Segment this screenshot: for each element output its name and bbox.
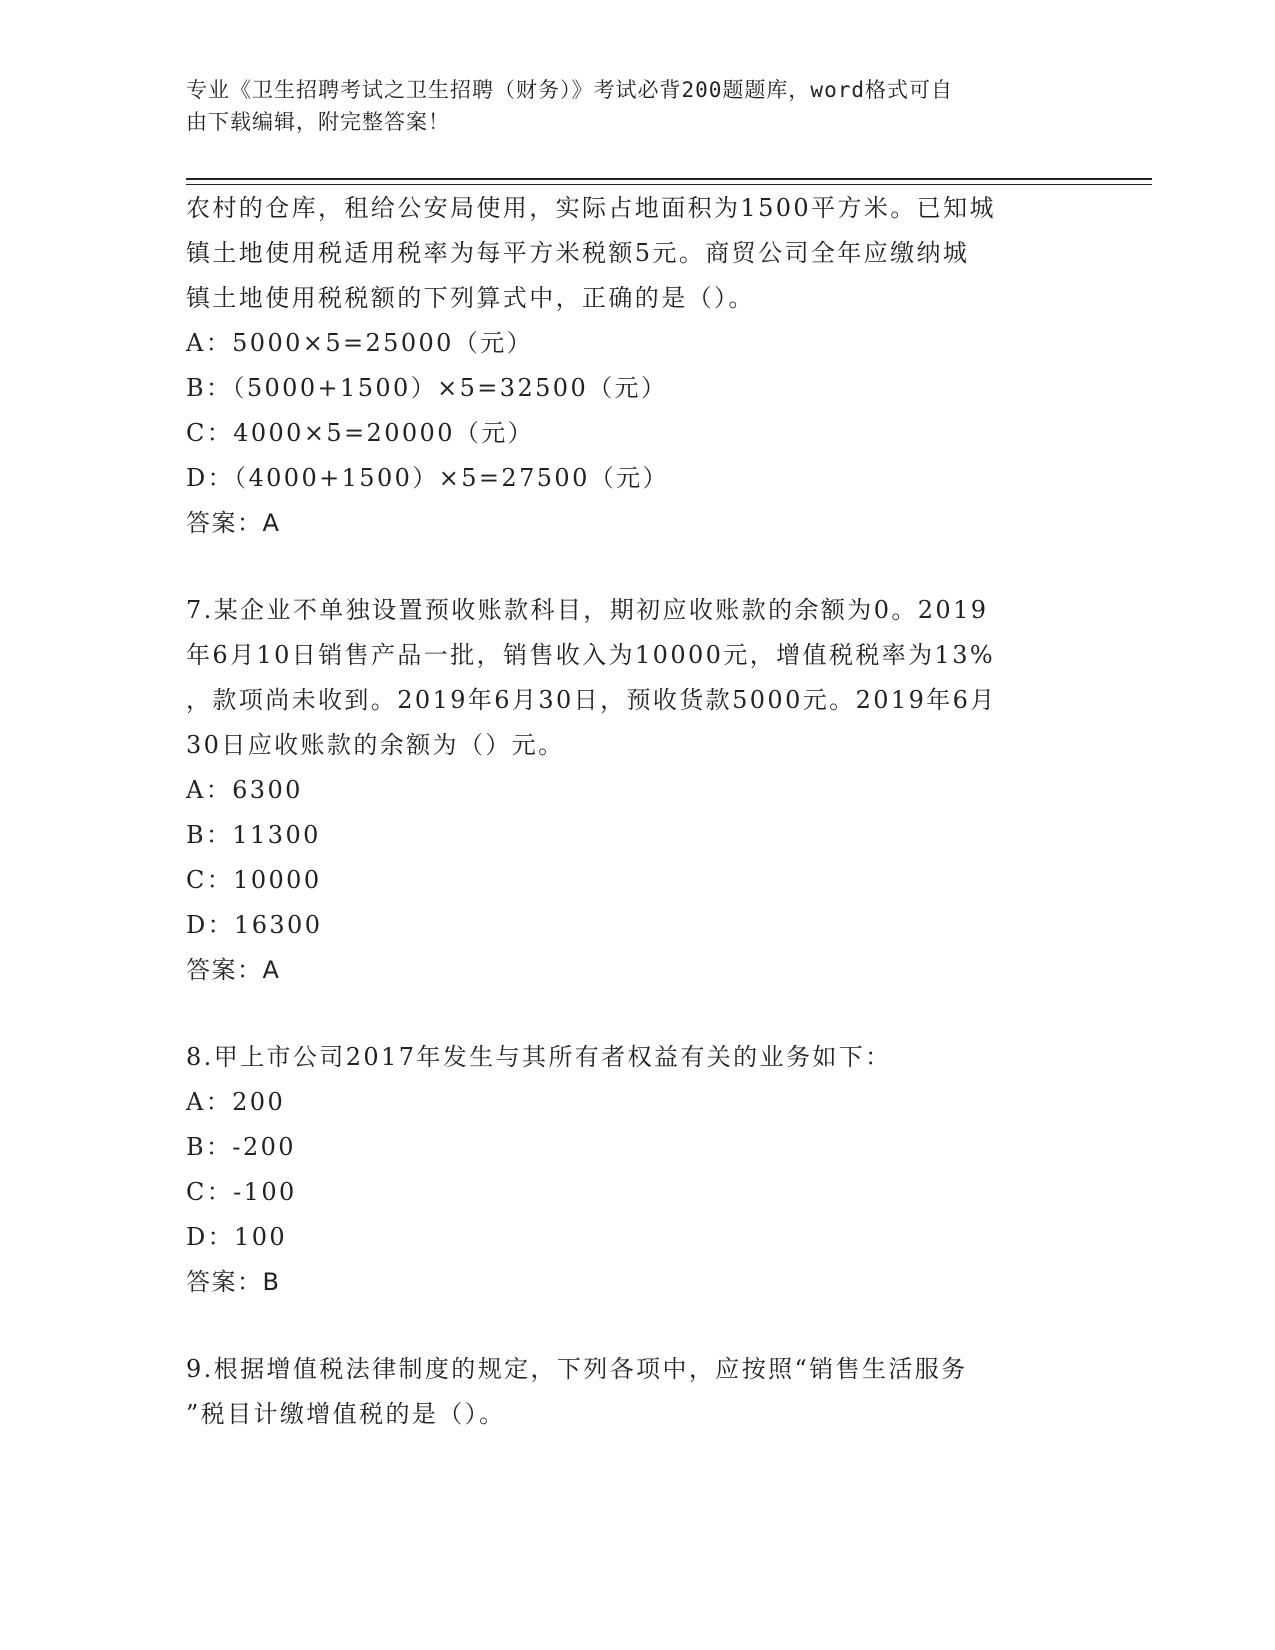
question-7-option-d: D：16300	[186, 911, 323, 939]
spacer	[186, 546, 1086, 588]
question-8-answer: 答案：B	[186, 1268, 281, 1296]
question-7-text-line-3: ，款项尚未收到。2019年6月30日，预收货款5000元。2019年6月	[186, 686, 997, 714]
question-9-text-line-2: ”税目计缴增值税的是（）。	[186, 1400, 506, 1428]
spacer	[186, 1305, 1086, 1347]
question-6-text-line-2: 镇土地使用税适用税率为每平方米税额5元。商贸公司全年应缴纳城	[186, 239, 970, 267]
question-8-option-b: B：-200	[186, 1133, 296, 1161]
question-6-option-b: B：（5000+1500）×5=32500（元）	[186, 374, 668, 402]
header-divider-thin	[186, 184, 1152, 185]
question-6-option-d: D：（4000+1500）×5=27500（元）	[186, 464, 669, 492]
question-7-answer: 答案：A	[186, 956, 281, 984]
question-7-option-b: B：11300	[186, 821, 321, 849]
spacer	[186, 993, 1086, 1035]
question-7-text-line-2: 年6月10日销售产品一批，销售收入为10000元，增值税税率为13%	[186, 641, 996, 669]
question-8-option-c: C：-100	[186, 1178, 297, 1206]
question-8	[186, 1035, 1086, 1305]
question-8-option-d: D：100	[186, 1223, 288, 1251]
header-divider-thick	[186, 178, 1152, 180]
question-7-text-line-1: 7.某企业不单独设置预收账款科目，期初应收账款的余额为0。2019	[186, 596, 989, 624]
question-6-text-line-1: 农村的仓库，租给公安局使用，实际占地面积为1500平方米。已知城	[186, 194, 996, 222]
question-8-option-a: A：200	[186, 1088, 286, 1116]
header-line-1: 专业《卫生招聘考试之卫生招聘（财务）》考试必背200题题库，word格式可自	[186, 78, 953, 102]
question-7-text-line-4: 30日应收账款的余额为（）元。	[186, 731, 565, 759]
header-line-2: 由下载编辑，附完整答案！	[186, 110, 450, 134]
document-header	[186, 74, 1066, 138]
question-9-text-line-1: 9.根据增值税法律制度的规定，下列各项中，应按照“销售生活服务	[186, 1355, 968, 1383]
question-7-option-c: C：10000	[186, 866, 322, 894]
question-7-option-a: A：6300	[186, 776, 303, 804]
question-6-text-line-3: 镇土地使用税税额的下列算式中，正确的是（）。	[186, 284, 755, 312]
question-6	[186, 186, 1086, 546]
question-list	[186, 186, 1086, 1437]
question-7	[186, 588, 1086, 993]
question-6-option-a: A：5000×5=25000（元）	[186, 329, 534, 357]
question-8-text-line-1: 8.甲上市公司2017年发生与其所有者权益有关的业务如下：	[186, 1043, 892, 1071]
question-6-answer: 答案：A	[186, 509, 281, 537]
question-9	[186, 1347, 1086, 1437]
question-6-option-c: C：4000×5=20000（元）	[186, 419, 535, 447]
